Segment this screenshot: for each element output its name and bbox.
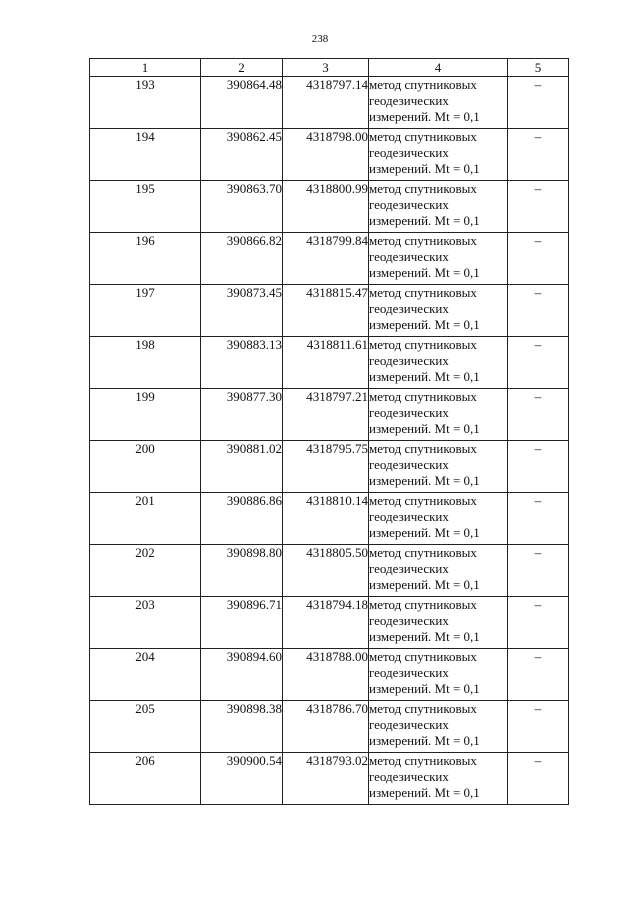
point-number-cell: 202	[90, 545, 201, 597]
x-coordinate-cell: 390886.86	[201, 493, 283, 545]
note-cell: –	[508, 337, 569, 389]
method-line: метод спутниковых	[369, 285, 477, 300]
x-coordinate-cell: 390873.45	[201, 285, 283, 337]
method-cell	[369, 129, 508, 181]
method-line: геодезических	[369, 509, 449, 524]
column-header: 4	[369, 59, 508, 77]
x-coordinate-cell: 390894.60	[201, 649, 283, 701]
point-number-cell: 195	[90, 181, 201, 233]
note-cell: –	[508, 493, 569, 545]
y-coordinate-cell: 4318815.47	[283, 285, 369, 337]
method-cell	[369, 649, 508, 701]
method-cell	[369, 77, 508, 129]
method-line: метод спутниковых	[369, 441, 477, 456]
method-line: измерений. Mt = 0,1	[369, 629, 480, 644]
page-number: 238	[311, 33, 329, 45]
table-row	[90, 129, 569, 181]
point-number-cell: 200	[90, 441, 201, 493]
point-number-cell: 196	[90, 233, 201, 285]
table-row	[90, 649, 569, 701]
method-line: метод спутниковых	[369, 597, 477, 612]
method-line: геодезических	[369, 301, 449, 316]
point-number-cell: 194	[90, 129, 201, 181]
table-row	[90, 77, 569, 129]
method-cell	[369, 181, 508, 233]
y-coordinate-cell: 4318798.00	[283, 129, 369, 181]
method-line: измерений. Mt = 0,1	[369, 161, 480, 176]
note-cell: –	[508, 129, 569, 181]
point-number-cell: 206	[90, 753, 201, 805]
method-line: метод спутниковых	[369, 753, 477, 768]
method-line: геодезических	[369, 717, 449, 732]
method-line: метод спутниковых	[369, 389, 477, 404]
note-cell: –	[508, 389, 569, 441]
method-line: измерений. Mt = 0,1	[369, 733, 480, 748]
method-cell	[369, 753, 508, 805]
method-line: измерений. Mt = 0,1	[369, 785, 480, 800]
method-cell	[369, 701, 508, 753]
method-line: метод спутниковых	[369, 649, 477, 664]
note-cell: –	[508, 649, 569, 701]
point-number-cell: 201	[90, 493, 201, 545]
method-line: измерений. Mt = 0,1	[369, 213, 480, 228]
y-coordinate-cell: 4318810.14	[283, 493, 369, 545]
x-coordinate-cell: 390883.13	[201, 337, 283, 389]
x-coordinate-cell: 390863.70	[201, 181, 283, 233]
note-cell: –	[508, 77, 569, 129]
y-coordinate-cell: 4318786.70	[283, 701, 369, 753]
method-line: измерений. Mt = 0,1	[369, 577, 480, 592]
y-coordinate-cell: 4318793.02	[283, 753, 369, 805]
x-coordinate-cell: 390877.30	[201, 389, 283, 441]
table-row	[90, 701, 569, 753]
note-cell: –	[508, 285, 569, 337]
note-cell: –	[508, 233, 569, 285]
y-coordinate-cell: 4318799.84	[283, 233, 369, 285]
method-line: измерений. Mt = 0,1	[369, 265, 480, 280]
x-coordinate-cell: 390900.54	[201, 753, 283, 805]
method-line: измерений. Mt = 0,1	[369, 317, 480, 332]
coordinates-table	[89, 58, 569, 805]
column-header: 5	[508, 59, 569, 77]
point-number-cell: 204	[90, 649, 201, 701]
method-cell	[369, 337, 508, 389]
note-cell: –	[508, 753, 569, 805]
method-cell	[369, 285, 508, 337]
method-line: метод спутниковых	[369, 233, 477, 248]
method-line: геодезических	[369, 197, 449, 212]
x-coordinate-cell: 390898.38	[201, 701, 283, 753]
column-header: 1	[90, 59, 201, 77]
method-line: геодезических	[369, 93, 449, 108]
y-coordinate-cell: 4318788.00	[283, 649, 369, 701]
method-line: геодезических	[369, 405, 449, 420]
table-row	[90, 285, 569, 337]
table-row	[90, 493, 569, 545]
x-coordinate-cell: 390881.02	[201, 441, 283, 493]
method-line: геодезических	[369, 249, 449, 264]
method-line: метод спутниковых	[369, 493, 477, 508]
method-line: метод спутниковых	[369, 701, 477, 716]
x-coordinate-cell: 390896.71	[201, 597, 283, 649]
x-coordinate-cell: 390864.48	[201, 77, 283, 129]
x-coordinate-cell: 390898.80	[201, 545, 283, 597]
note-cell: –	[508, 441, 569, 493]
method-line: измерений. Mt = 0,1	[369, 473, 480, 488]
point-number-cell: 197	[90, 285, 201, 337]
table-row	[90, 337, 569, 389]
method-line: измерений. Mt = 0,1	[369, 421, 480, 436]
note-cell: –	[508, 597, 569, 649]
method-line: метод спутниковых	[369, 129, 477, 144]
method-line: метод спутниковых	[369, 181, 477, 196]
method-line: измерений. Mt = 0,1	[369, 109, 480, 124]
method-line: геодезических	[369, 613, 449, 628]
method-line: измерений. Mt = 0,1	[369, 369, 480, 384]
note-cell: –	[508, 181, 569, 233]
y-coordinate-cell: 4318797.21	[283, 389, 369, 441]
y-coordinate-cell: 4318797.14	[283, 77, 369, 129]
note-cell: –	[508, 545, 569, 597]
y-coordinate-cell: 4318800.99	[283, 181, 369, 233]
point-number-cell: 193	[90, 77, 201, 129]
table-row	[90, 545, 569, 597]
method-line: метод спутниковых	[369, 337, 477, 352]
y-coordinate-cell: 4318794.18	[283, 597, 369, 649]
y-coordinate-cell: 4318811.61	[283, 337, 369, 389]
y-coordinate-cell: 4318795.75	[283, 441, 369, 493]
column-header: 3	[283, 59, 369, 77]
method-cell	[369, 493, 508, 545]
method-line: метод спутниковых	[369, 77, 477, 92]
method-cell	[369, 233, 508, 285]
y-coordinate-cell: 4318805.50	[283, 545, 369, 597]
method-line: геодезических	[369, 145, 449, 160]
method-cell	[369, 597, 508, 649]
method-line: геодезических	[369, 561, 449, 576]
method-line: геодезических	[369, 353, 449, 368]
point-number-cell: 198	[90, 337, 201, 389]
table-row	[90, 597, 569, 649]
table-row	[90, 233, 569, 285]
column-header: 2	[201, 59, 283, 77]
x-coordinate-cell: 390862.45	[201, 129, 283, 181]
method-cell	[369, 545, 508, 597]
x-coordinate-cell: 390866.82	[201, 233, 283, 285]
table-row	[90, 181, 569, 233]
method-line: метод спутниковых	[369, 545, 477, 560]
method-line: геодезических	[369, 769, 449, 784]
table-header-row	[90, 59, 569, 77]
table-row	[90, 753, 569, 805]
point-number-cell: 203	[90, 597, 201, 649]
point-number-cell: 205	[90, 701, 201, 753]
method-line: геодезических	[369, 457, 449, 472]
method-line: измерений. Mt = 0,1	[369, 525, 480, 540]
method-cell	[369, 389, 508, 441]
method-line: измерений. Mt = 0,1	[369, 681, 480, 696]
table-row	[90, 441, 569, 493]
note-cell: –	[508, 701, 569, 753]
method-line: геодезических	[369, 665, 449, 680]
table-row	[90, 389, 569, 441]
point-number-cell: 199	[90, 389, 201, 441]
method-cell	[369, 441, 508, 493]
